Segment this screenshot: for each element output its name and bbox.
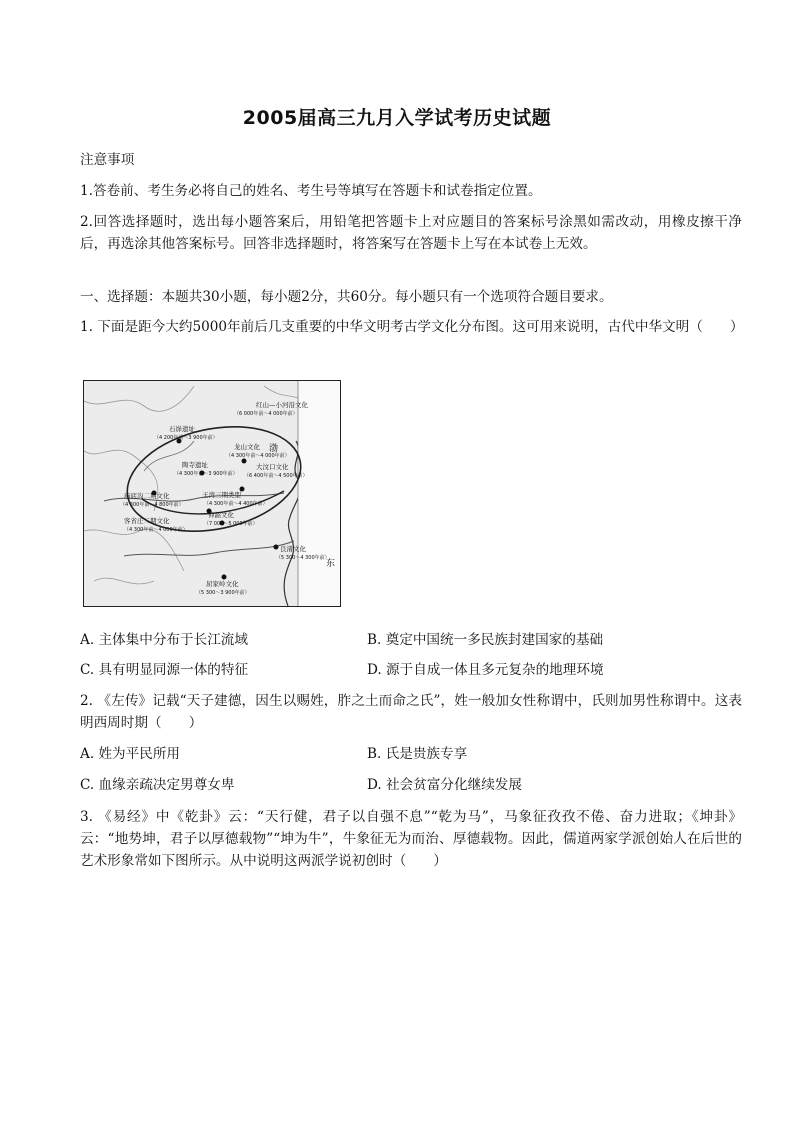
map-label-qujialing: 屈家岭文化 bbox=[206, 580, 239, 588]
map-label-longshan-date: （4 300年前～4 000年前） bbox=[226, 453, 290, 459]
question-1-stem: 1. 下面是距今大约5000年前后几支重要的中华文明考古学文化分布图。这可用来说明，古代中华文明（ ） bbox=[80, 319, 744, 335]
map-label-liangzhu: 良渚文化 bbox=[280, 545, 306, 553]
map-label-dawenkou-date: （6 400年前～4 500年前） bbox=[244, 473, 308, 479]
map-label-bo: 渤 bbox=[269, 444, 279, 454]
q2-option-b: B. 氏是贵族专享 bbox=[367, 746, 468, 762]
q2-option-c: C. 血缘亲疏决定男尊女卑 bbox=[80, 777, 235, 793]
map-label-shimao: 石峁遗址 bbox=[169, 425, 195, 433]
page-title: 2005届高三九月入学试考历史试题 bbox=[242, 107, 552, 129]
map-label-longshan: 龙山文化 bbox=[234, 443, 260, 451]
section-heading: 一、选择题：本题共30小题，每小题2分，共60分。每小题只有一个选项符合题目要求。 bbox=[80, 289, 613, 305]
q2-option-d: D. 社会贫富分化继续发展 bbox=[367, 777, 522, 793]
map-label-taosi-date: （4 300年前～3 900年前） bbox=[174, 471, 238, 477]
q1-option-c: C. 具有明显同源一体的特征 bbox=[80, 662, 249, 678]
question-3-stem: 3. 《易经》中《乾卦》云：“天行健，君子以自强不息”“乾为马”，马象征孜孜不倦、奋力进取；《坤卦》云：“地势坤，君子以厚德载物”“坤为牛”，牛象征无为而治、厚德载物。因此，儒道两家学派创始人在后世的艺术形象常如下图所示。从中说明这两派学说初创时（ ） bbox=[80, 809, 742, 869]
note-item-1: 1.答卷前、考生务必将自己的姓名、考生号等填写在答题卡和试卷指定位置。 bbox=[80, 183, 542, 199]
map-label-liangzhu-date: （5 300～4 300年前） bbox=[276, 555, 330, 561]
map-label-hongshan-date: （6 000年前～4 000年前） bbox=[234, 411, 298, 417]
map-label-miaodigou: 庙底沟二期文化 bbox=[124, 492, 170, 500]
q2-option-a: A. 姓为平民所用 bbox=[80, 746, 181, 762]
q1-option-a: A. 主体集中分布于长江流域 bbox=[80, 632, 248, 648]
notes-heading: 注意事项 bbox=[80, 152, 135, 168]
map-graphic bbox=[84, 381, 340, 606]
map-label-dong: 东 bbox=[326, 559, 336, 569]
culture-distribution-map bbox=[83, 380, 341, 607]
map-label-shimao-date: （4 200年前～3 900年前） bbox=[154, 435, 218, 441]
note-item-2: 2.回答选择题时，选出每小题答案后，用铅笔把答题卡上对应题目的答案标号涂黑如需改动，用橡皮擦干净后，再选涂其他答案标号。回答非选择题时，将答案写在答题卡上写在本试卷上无效。 bbox=[80, 214, 742, 252]
map-label-taosi: 陶寺遗址 bbox=[182, 461, 208, 469]
map-label-dawenkou: 大汶口文化 bbox=[256, 463, 289, 471]
question-2-stem: 2. 《左传》记载“天子建德，因生以赐姓，胙之土而命之氏”，姓一般加女性称谓中，氏则加男性称谓中。这表明西周时期（ ） bbox=[80, 693, 742, 731]
map-label-hongshan: 红山—小河沿文化 bbox=[256, 401, 308, 409]
map-label-miaodigou-date: （4 300年前～4 800年前） bbox=[120, 502, 184, 508]
map-label-wangwan: 王湾三期类型 bbox=[202, 491, 241, 499]
q1-option-b: B. 奠定中国统一多民族封建国家的基础 bbox=[367, 632, 604, 648]
map-label-yangshao: 仰韶文化 bbox=[208, 511, 234, 519]
map-label-wangwan-date: （4 300年前～4 400年前） bbox=[204, 501, 268, 507]
map-label-keshengzhuang-date: （4 300年前～4 000年前） bbox=[124, 527, 188, 533]
map-label-yangshao-date: （7 000～5 000年前） bbox=[204, 521, 258, 527]
map-label-qujialing-date: （5 300～3 900年前） bbox=[196, 590, 250, 596]
map-label-keshengzhuang: 客省庄二期文化 bbox=[124, 517, 170, 525]
q1-option-d: D. 源于自成一体且多元复杂的地理环境 bbox=[367, 662, 604, 678]
